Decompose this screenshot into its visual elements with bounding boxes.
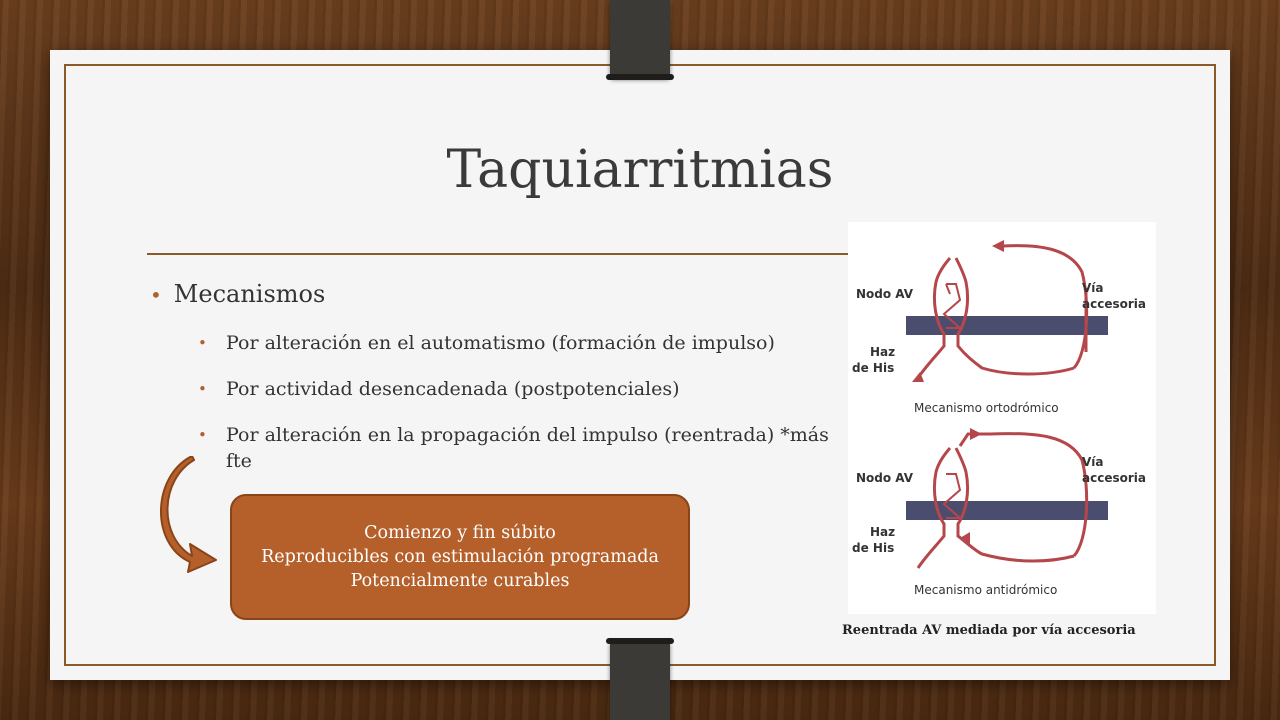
label-nodo-av-top: Nodo AV [856,287,914,301]
bullet-icon: • [198,334,207,352]
subbullet-text: Por alteración en el automatismo (formación de impulso) [226,332,775,354]
box-line-2: Reproducibles con estimulación programada [261,547,659,567]
label-haz-top: Haz [870,345,896,359]
label-accesoria-bottom: accesoria [1082,471,1146,485]
bullet-text: Mecanismos [173,280,326,308]
label-accesoria-top: accesoria [1082,297,1146,311]
binder-clip-bottom [610,640,670,720]
label-nodo-av-bottom: Nodo AV [856,471,914,485]
slide-title: Taquiarritmias [446,140,834,200]
binder-clip-top [610,0,670,78]
subbullet-automatismo [198,330,838,356]
figure-caption: Reentrada AV mediada por vía accesoria [842,623,1136,638]
arrowhead-icon [992,240,1004,252]
subbullet-text: Por actividad desencadenada (postpotenciales) [226,378,680,400]
features-box [230,494,690,620]
label-antidromico: Mecanismo antidrómico [914,583,1058,597]
label-de-his-bottom: de His [852,541,895,555]
label-via-bottom: Vía [1082,455,1104,469]
bullet-icon: • [198,380,207,398]
label-de-his-top: de His [852,361,895,375]
box-line-3: Potencialmente curables [350,571,570,591]
subbullet-reentrada [198,422,838,474]
ortodromic-pathway [918,246,1087,378]
arrowhead-icon [970,428,982,440]
box-line-1: Comienzo y fin súbito [364,523,556,543]
label-ortodromico: Mecanismo ortodrómico [914,401,1059,415]
bullet-icon: • [198,426,207,444]
reentry-figure [848,222,1156,614]
bullet-mecanismos [150,280,325,308]
subbullet-text: Por alteración en la propagación del impulso (reentrada) *más fte [226,424,829,472]
antidromic-pathway [918,434,1087,568]
title-divider [147,253,857,255]
curved-arrow-icon [158,456,228,576]
subbullet-actividad [198,376,838,402]
bullet-icon: • [150,283,162,307]
label-via-top: Vía [1082,281,1104,295]
label-haz-bottom: Haz [870,525,896,539]
